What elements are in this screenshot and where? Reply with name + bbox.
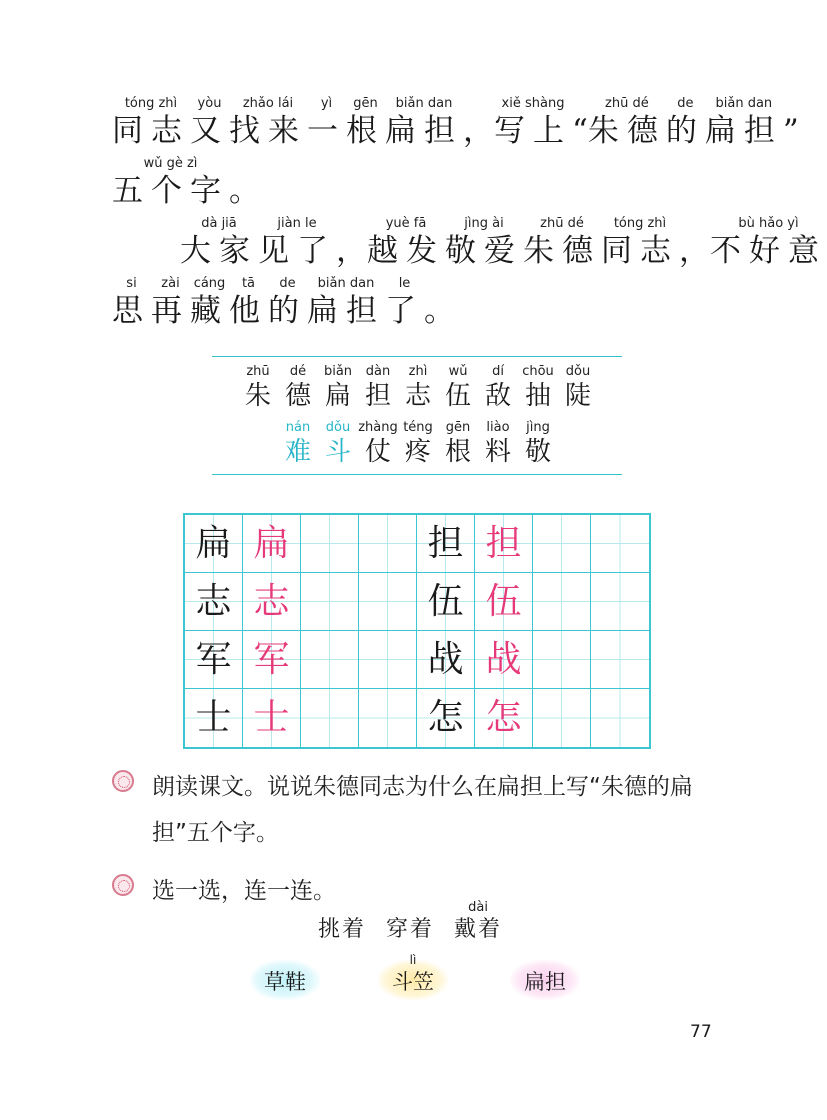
hanzi: 他 [229,293,268,329]
ruby-word [258,216,336,270]
task-2-text: 选一选，连一连。 [152,878,336,904]
grid-cell-character: 战 [417,631,475,689]
pinyin: chōu [522,364,554,379]
ruby-word [705,96,783,150]
hanzi: 穿着 [386,917,435,942]
pinyin: tóng zhì [613,216,667,231]
punctuation: “ [572,113,588,149]
ruby-word [307,96,346,150]
hanzi: 德 [284,381,311,411]
hanzi: 朱 [244,381,271,411]
ruby-word [180,216,258,270]
pinyin: de [677,96,694,111]
vocab-word [478,420,518,468]
verb-choices [318,900,522,944]
page-number: 77 [690,1022,712,1042]
item-label: 斗笠 [392,970,434,994]
grid-cell-blank[interactable] [359,515,417,573]
task-seal-icon [112,874,134,896]
hanzi: 再 [151,293,190,329]
ruby-word [229,96,307,150]
hanzi: 敬爱 [445,233,523,269]
grid-cell-blank[interactable] [591,631,649,689]
ruby-word [112,96,190,150]
pinyin: dài [468,900,488,915]
pinyin: zài [161,276,180,291]
ruby-word [367,216,445,270]
pinyin: zhǎo lái [242,96,294,111]
ruby-word [385,96,463,150]
hanzi: 朱德 [523,233,601,269]
vocab-word [398,364,438,412]
pinyin: dǒu [565,364,591,379]
punctuation: ， [463,113,494,149]
hanzi: 扁担 [704,113,783,149]
hanzi: 敬 [524,437,551,467]
pinyin: dé [289,364,307,379]
pinyin: cáng [193,276,226,291]
pinyin: yuè fā [385,216,427,231]
hanzi: 根 [444,437,471,467]
hanzi: 料 [484,437,511,467]
ruby-word [346,96,385,150]
punctuation: ” [782,113,799,149]
hanzi: 挑着 [318,917,367,942]
vocab-word [318,420,358,468]
hanzi: 扁担 [385,113,463,149]
ruby-word [229,276,268,330]
pinyin: bù hǎo yì [738,216,799,231]
vocab-word [478,364,518,412]
pinyin: biǎn [323,364,353,379]
item-pinyin [250,952,320,968]
hanzi: 思 [112,293,151,329]
ruby-word [112,276,151,330]
pinyin: zhàng [358,420,398,435]
hanzi: 的 [268,293,307,329]
grid-cell-character: 志 [185,573,243,631]
vocab-word [358,364,398,412]
hanzi: 又 [190,113,229,149]
grid-cell-blank[interactable] [301,631,359,689]
pinyin: zhū [246,364,270,379]
vocab-word [518,420,558,468]
ruby-word [190,96,229,150]
grid-cell-character: 志 [243,573,301,631]
ruby-word [523,216,601,270]
ruby-word [494,96,572,150]
grid-cell-blank[interactable] [359,689,417,747]
item-label: 扁担 [524,970,566,994]
pinyin: de [279,276,296,291]
hanzi: 难 [284,437,311,467]
passage-line-4 [112,276,455,330]
pinyin: xiě shàng [501,96,565,111]
grid-cell-character: 士 [185,689,243,747]
pinyin: wǔ [448,364,468,379]
hanzi: 根 [346,113,385,149]
grid-cell-blank[interactable] [301,573,359,631]
passage-line-3 [180,216,827,270]
hanzi: 同志 [112,113,190,149]
pinyin: jìng [526,420,550,435]
grid-cell-character: 士 [243,689,301,747]
grid-cell-character: 扁 [243,515,301,573]
hanzi: 五个字 [112,173,229,209]
vocab-word [278,364,318,412]
pinyin: dǒu [325,420,351,435]
pinyin: nán [285,420,311,435]
grid-cell-character: 担 [417,515,475,573]
pinyin: tóng zhì [124,96,178,111]
pinyin: tā [241,276,256,291]
punctuation: 。 [229,173,260,209]
pinyin: dà jiā [201,216,237,231]
pinyin: liào [486,420,510,435]
vocab-word [518,364,558,412]
hanzi: 不好意 [710,233,827,269]
pinyin: yòu [197,96,222,111]
grid-cell-blank[interactable] [301,515,359,573]
vocab-bottom-rule [212,474,622,475]
passage-line-1 [112,96,799,150]
pinyin [318,900,366,916]
grid-cell-blank[interactable] [359,573,417,631]
grid-cell-blank[interactable] [591,689,649,747]
pinyin: jiàn le [277,216,317,231]
grid-cell-blank[interactable] [533,515,591,573]
grid-cell-character: 伍 [417,573,475,631]
vocab-row-2 [278,420,558,468]
pinyin: zhū dé [540,216,584,231]
pinyin: téng [403,420,433,435]
vocab-word [278,420,318,468]
grid-cell-blank[interactable] [533,689,591,747]
hanzi: 朱德 [587,113,666,149]
grid-cell-blank[interactable] [533,573,591,631]
grid-cell-blank[interactable] [591,573,649,631]
hanzi: 斗 [324,437,351,467]
grid-cell-character: 扁 [185,515,243,573]
verb-choice[interactable] [386,900,434,944]
vocab-row-1 [238,364,598,412]
grid-cell-blank[interactable] [591,515,649,573]
hanzi: 大家 [180,233,258,269]
vocab-word [438,364,478,412]
grid-cell-blank[interactable] [359,631,417,689]
pinyin: biǎn dan [317,276,375,291]
pinyin: yì [320,96,333,111]
ruby-word [385,276,424,330]
ruby-word [588,96,666,150]
hanzi: 仗 [364,437,391,467]
pinyin: zhì [408,364,428,379]
item-bamboo-hat[interactable] [378,953,448,1000]
grid-cell-character: 战 [475,631,533,689]
hanzi: 同志 [601,233,679,269]
ruby-word [151,276,190,330]
punctuation: ， [336,233,367,269]
hanzi: 藏 [190,293,229,329]
grid-cell-character: 怎 [417,689,475,747]
pinyin: zhū dé [605,96,649,111]
grid-cell-character: 伍 [475,573,533,631]
hanzi: 扁 [324,381,351,411]
verb-choice[interactable] [318,900,366,944]
item-shoulder-pole[interactable] [510,960,580,1000]
pinyin: dàn [365,364,391,379]
grid-cell-character: 担 [475,515,533,573]
task-1-text: 朗读课文。说说朱德同志为什么在扁担上写“朱德的扁担”五个字。 [152,774,693,846]
pinyin: gēn [353,96,378,111]
ruby-word [601,216,679,270]
vocab-word [398,420,438,468]
hanzi: 陡 [564,381,591,411]
grid-cell-character: 军 [185,631,243,689]
grid-cell-blank[interactable] [301,689,359,747]
grid-cell-character: 军 [243,631,301,689]
hanzi: 的 [665,113,705,149]
item-label: 草鞋 [264,970,306,994]
vocab-word [438,420,478,468]
pinyin [386,900,434,916]
item-pinyin [510,952,580,968]
hanzi: 抽 [524,381,551,411]
ruby-word [190,276,229,330]
task-seal-icon [112,770,134,792]
hanzi: 写上 [494,113,572,149]
hanzi: 一 [307,113,346,149]
hanzi: 担 [364,381,391,411]
hanzi: 了 [385,293,424,329]
item-straw-sandals[interactable] [250,960,320,1000]
pinyin: biǎn dan [715,96,773,111]
ruby-word [307,276,385,330]
hanzi: 扁担 [307,293,385,329]
vocab-top-rule [212,356,622,357]
writing-grid [183,513,651,749]
hanzi: 疼 [404,437,431,467]
punctuation: ， [679,233,710,269]
hanzi: 志 [404,381,431,411]
pinyin: biǎn dan [395,96,453,111]
pinyin: gēn [445,420,471,435]
ruby-word [710,216,827,270]
hanzi: 敌 [484,381,511,411]
vocab-word [318,364,358,412]
grid-cell-character: 怎 [475,689,533,747]
grid-cell-blank[interactable] [533,631,591,689]
pinyin: wǔ gè zì [143,156,198,171]
pinyin: dí [492,364,504,379]
pinyin: si [126,276,137,291]
verb-choice[interactable] [454,900,502,944]
hanzi: 见了 [258,233,336,269]
vocab-word [238,364,278,412]
ruby-word [445,216,523,270]
item-pinyin: lì [409,953,417,967]
hanzi: 越发 [367,233,445,269]
ruby-word [666,96,705,150]
hanzi: 伍 [444,381,471,411]
hanzi: 戴着 [454,917,503,942]
pinyin: le [398,276,411,291]
ruby-word [112,156,229,210]
vocab-word [358,420,398,468]
passage-line-2 [112,156,260,210]
pinyin: jìng ài [464,216,504,231]
punctuation: 。 [424,293,455,329]
vocab-word [558,364,598,412]
ruby-word [268,276,307,330]
hanzi: 找来 [229,113,307,149]
